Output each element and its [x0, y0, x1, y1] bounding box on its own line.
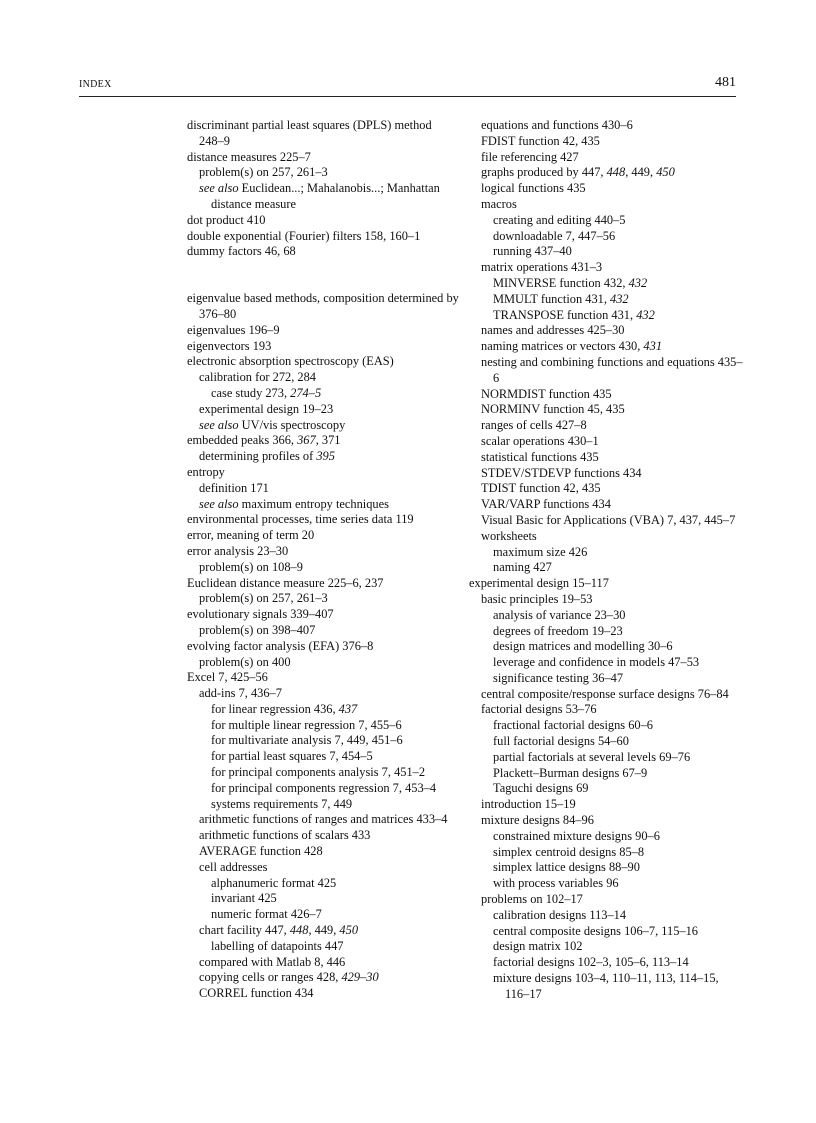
index-entry	[469, 513, 744, 529]
index-entry-text: calibration for 272, 284	[199, 370, 316, 385]
index-entry-text: invariant 425	[211, 891, 277, 906]
index-entry	[469, 118, 744, 134]
index-entry-text: problem(s) on 257, 261–3	[199, 165, 328, 180]
index-entry-text: experimental design 15–117	[469, 576, 609, 591]
index-entry	[469, 323, 744, 339]
index-entry	[187, 560, 459, 576]
index-entry-text: mixture designs 84–96	[481, 813, 594, 828]
index-column-right	[469, 118, 744, 1003]
index-entry	[187, 702, 459, 718]
index-entry-text: MINVERSE function 432,	[493, 275, 629, 290]
index-entry	[469, 481, 744, 497]
index-entry	[187, 465, 459, 481]
index-entry	[187, 718, 459, 734]
index-entry-text: introduction 15–19	[481, 797, 576, 812]
index-entry	[469, 876, 744, 892]
header-rule	[79, 96, 736, 97]
index-entry-text: eigenvectors 193	[187, 338, 272, 353]
index-entry	[187, 670, 459, 686]
index-entry-text: problem(s) on 108–9	[199, 559, 303, 574]
index-entry	[469, 608, 744, 624]
index-entry	[469, 671, 744, 687]
index-entry	[187, 591, 459, 607]
index-entry-text: degrees of freedom 19–23	[493, 623, 623, 638]
index-entry-text: Plackett–Burman designs 67–9	[493, 765, 648, 780]
index-entry	[469, 529, 744, 545]
index-entry-italic-text: 448	[289, 923, 309, 938]
index-entry-italic-text: 431	[643, 339, 663, 354]
index-entry	[187, 860, 459, 876]
index-entry-text: alphanumeric format 425	[211, 875, 337, 890]
index-entry	[469, 229, 744, 245]
index-entry-text: basic principles 19–53	[481, 591, 593, 606]
index-entry	[469, 702, 744, 718]
index-entry	[187, 418, 459, 434]
index-entry-italic-text: 448	[606, 165, 626, 180]
index-entry-text: cell addresses	[199, 859, 268, 874]
index-entry	[187, 449, 459, 465]
index-entry	[187, 623, 459, 639]
index-entry-text: fractional factorial designs 60–6	[493, 718, 653, 733]
index-entry	[187, 370, 459, 386]
index-entry-text: problem(s) on 400	[199, 654, 291, 669]
index-entry	[469, 592, 744, 608]
page-number: 481	[715, 75, 736, 90]
index-entry	[469, 734, 744, 750]
index-entry-text: for multivariate analysis 7, 449, 451–6	[211, 733, 403, 748]
index-entry-text: Taguchi designs 69	[493, 781, 589, 796]
index-entry-text: NORMINV function 45, 435	[481, 402, 625, 417]
index-entry	[469, 955, 744, 971]
index-entry-italic-text: 395	[316, 449, 335, 464]
index-entry	[187, 402, 459, 418]
index-entry	[187, 812, 459, 828]
index-entry	[469, 750, 744, 766]
index-entry-text: labelling of datapoints 447	[211, 938, 344, 953]
index-entry-italic-text: 437	[338, 701, 358, 716]
index-entry-text: AVERAGE function 428	[199, 844, 323, 859]
index-entry-text: determining profiles of	[199, 449, 317, 464]
index-entry-text: Euclidean distance measure 225–6, 237	[187, 575, 384, 590]
index-entry	[187, 481, 459, 497]
index-entry-italic-text: 450	[339, 923, 359, 938]
index-entry	[187, 576, 459, 592]
index-entry-text: naming matrices or vectors 430,	[481, 339, 644, 354]
index-entry-text: naming 427	[493, 560, 552, 575]
index-entry-text: factorial designs 102–3, 105–6, 113–14	[493, 955, 689, 970]
index-entry	[187, 386, 459, 402]
section-gap	[187, 260, 459, 291]
index-entry	[469, 355, 744, 387]
index-entry-italic-text: 367	[297, 433, 316, 448]
index-entry	[187, 876, 459, 892]
index-entry-text: systems requirements 7, 449	[211, 796, 353, 811]
index-entry-text: equations and functions 430–6	[481, 118, 633, 132]
index-entry	[187, 497, 459, 513]
index-entry-text: Visual Basic for Applications (VBA) 7, 437, 445–7	[481, 512, 736, 527]
index-entry-text: dummy factors 46, 68	[187, 244, 296, 259]
index-entry	[187, 544, 459, 560]
index-entry-text: for principal components regression 7, 453–4	[211, 780, 437, 795]
index-entry-text: significance testing 36–47	[493, 670, 624, 685]
index-entry-text: arithmetic functions of scalars 433	[199, 828, 371, 843]
index-entry	[187, 955, 459, 971]
index-entry-text: Excel 7, 425–56	[187, 670, 268, 685]
index-entry-text: , 449,	[308, 923, 340, 938]
index-entry-text: , 371	[315, 433, 341, 448]
index-entry	[187, 844, 459, 860]
index-entry	[187, 118, 459, 150]
index-entry-text: for principal components analysis 7, 451–2	[211, 765, 426, 780]
index-entry-text: FDIST function 42, 435	[481, 133, 600, 148]
index-entry-text: ranges of cells 427–8	[481, 418, 587, 433]
index-entry	[469, 908, 744, 924]
index-entry-text: TDIST function 42, 435	[481, 481, 601, 496]
index-entry-text: embedded peaks 366,	[187, 433, 298, 448]
index-entry	[187, 528, 459, 544]
index-entry-text: entropy	[187, 464, 225, 479]
index-entry-text: MMULT function 431,	[493, 291, 611, 306]
index-entry-italic-text: 429–30	[341, 970, 379, 985]
index-entry-text: with process variables 96	[493, 876, 619, 891]
index-entry	[469, 260, 744, 276]
index-entry-text: problem(s) on 257, 261–3	[199, 591, 328, 606]
index-entry-text: evolutionary signals 339–407	[187, 607, 334, 622]
running-head: INDEX	[79, 79, 112, 90]
index-entry	[187, 939, 459, 955]
index-entry-text: creating and editing 440–5	[493, 212, 626, 227]
index-entry-italic-text: see also	[199, 181, 239, 196]
index-entry-text: names and addresses 425–30	[481, 323, 625, 338]
index-entry	[469, 576, 744, 592]
index-entry	[187, 970, 459, 986]
index-entry	[469, 165, 744, 181]
index-entry-text: mixture designs 103–4, 110–11, 113, 114–15, 116–17	[493, 971, 719, 1001]
index-entry-text: central composite/response surface designs 76–84	[481, 686, 729, 701]
index-entry-text: file referencing 427	[481, 149, 579, 164]
index-entry-text: chart facility 447,	[199, 923, 290, 938]
index-entry	[469, 276, 744, 292]
index-entry	[187, 986, 459, 1002]
index-entry	[187, 433, 459, 449]
index-entry	[187, 733, 459, 749]
index-entry	[469, 924, 744, 940]
index-entry-text: central composite designs 106–7, 115–16	[493, 923, 698, 938]
index-entry	[469, 971, 744, 1003]
index-entry-text: case study 273,	[211, 385, 291, 400]
index-entry-text: analysis of variance 23–30	[493, 607, 626, 622]
index-entry	[469, 213, 744, 229]
index-entry	[469, 134, 744, 150]
index-entry-text: UV/vis spectroscopy	[238, 417, 346, 432]
index-entry	[469, 781, 744, 797]
index-entry-text: electronic absorption spectroscopy (EAS)	[187, 354, 394, 369]
index-entry	[469, 797, 744, 813]
index-entry-text: downloadable 7, 447–56	[493, 228, 616, 243]
index-entry	[469, 939, 744, 955]
index-entry	[187, 229, 459, 245]
index-entry	[187, 354, 459, 370]
index-entry	[469, 718, 744, 734]
index-entry	[187, 765, 459, 781]
index-entry	[469, 387, 744, 403]
index-entry	[469, 244, 744, 260]
index-entry-text: matrix operations 431–3	[481, 260, 603, 275]
index-entry-text: simplex centroid designs 85–8	[493, 844, 645, 859]
index-entry-text: Euclidean...; Mahalanobis...; Manhattan distance measure	[211, 181, 440, 211]
index-entry	[469, 434, 744, 450]
index-column-left	[187, 118, 459, 1002]
index-entry-text: dot product 410	[187, 212, 266, 227]
index-entry	[469, 418, 744, 434]
index-entry-text: experimental design 19–23	[199, 401, 334, 416]
index-entry-text: design matrix 102	[493, 939, 583, 954]
index-entry-text: nesting and combining functions and equations 435–6	[481, 354, 743, 385]
index-entry	[469, 560, 744, 576]
index-entry-italic-text: 450	[656, 165, 675, 180]
index-entry	[187, 244, 459, 260]
index-entry-text: running 437–40	[493, 244, 572, 259]
index-entry	[469, 813, 744, 829]
index-entry	[187, 150, 459, 166]
index-entry-text: NORMDIST function 435	[481, 386, 612, 401]
index-entry	[187, 686, 459, 702]
index-entry	[469, 545, 744, 561]
index-entry	[469, 450, 744, 466]
index-entry-text: statistical functions 435	[481, 449, 599, 464]
index-entry	[187, 165, 459, 181]
index-entry-text: discriminant partial least squares (DPLS) method 248–9	[187, 118, 432, 148]
index-entry-text: scalar operations 430–1	[481, 433, 599, 448]
index-entry-text: problem(s) on 398–407	[199, 622, 316, 637]
index-entry-text: problems on 102–17	[481, 892, 583, 907]
index-entry-text: eigenvalue based methods, composition determined by 376–80	[187, 291, 459, 321]
index-entry-italic-text: 274–5	[290, 385, 322, 400]
index-entry-text: compared with Matlab 8, 446	[199, 954, 346, 969]
index-entry	[469, 655, 744, 671]
index-entry	[187, 339, 459, 355]
index-entry	[187, 607, 459, 623]
index-entry-text: worksheets	[481, 528, 537, 543]
index-entry-text: macros	[481, 196, 517, 211]
index-entry-text: for multiple linear regression 7, 455–6	[211, 717, 402, 732]
index-entry-text: logical functions 435	[481, 181, 586, 196]
index-entry	[187, 891, 459, 907]
index-entry	[187, 323, 459, 339]
index-entry	[469, 308, 744, 324]
index-entry-text: , 449,	[625, 165, 657, 180]
index-entry-text: factorial designs 53–76	[481, 702, 597, 717]
index-entry	[469, 402, 744, 418]
index-entry	[187, 828, 459, 844]
index-entry	[469, 292, 744, 308]
index-entry-text: maximum size 426	[493, 544, 588, 559]
index-entry	[187, 655, 459, 671]
index-entry-text: for linear regression 436,	[211, 701, 339, 716]
index-entry	[187, 512, 459, 528]
index-entry	[469, 339, 744, 355]
index-entry-text: numeric format 426–7	[211, 907, 322, 922]
index-entry-text: CORREL function 434	[199, 986, 314, 1001]
index-entry	[469, 150, 744, 166]
index-entry-italic-text: see also	[199, 417, 239, 432]
index-entry-text: environmental processes, time series data 119	[187, 512, 414, 527]
index-entry-text: graphs produced by 447,	[481, 165, 607, 180]
index-entry	[469, 181, 744, 197]
index-entry-text: error, meaning of term 20	[187, 528, 315, 543]
index-entry	[469, 829, 744, 845]
index-entry-text: design matrices and modelling 30–6	[493, 639, 673, 654]
index-entry	[469, 197, 744, 213]
index-entry	[469, 466, 744, 482]
index-entry	[469, 860, 744, 876]
index-entry-text: STDEV/STDEVP functions 434	[481, 465, 642, 480]
index-entry-text: leverage and confidence in models 47–53	[493, 655, 700, 670]
index-entry-text: calibration designs 113–14	[493, 907, 627, 922]
index-entry-text: add-ins 7, 436–7	[199, 686, 282, 701]
index-entry	[469, 687, 744, 703]
index-entry-text: evolving factor analysis (EFA) 376–8	[187, 638, 374, 653]
index-entry-text: distance measures 225–7	[187, 149, 311, 164]
index-entry-italic-text: 432	[636, 307, 655, 322]
index-entry-text: definition 171	[199, 480, 269, 495]
index-entry	[187, 639, 459, 655]
index-entry-text: arithmetic functions of ranges and matrices 433–4	[199, 812, 448, 827]
index-entry-text: TRANSPOSE function 431,	[493, 307, 637, 322]
index-entry-italic-text: 432	[610, 291, 629, 306]
index-entry-italic-text: 432	[628, 275, 648, 290]
index-entry-text: double exponential (Fourier) filters 158, 160–1	[187, 228, 421, 243]
index-entry	[469, 624, 744, 640]
index-entry	[187, 781, 459, 797]
index-entry	[187, 749, 459, 765]
index-entry	[187, 181, 459, 213]
index-entry-text: maximum entropy techniques	[238, 496, 389, 511]
index-entry-italic-text: see also	[199, 496, 239, 511]
index-entry	[469, 845, 744, 861]
page-header	[79, 75, 736, 95]
index-entry-text: partial factorials at several levels 69–76	[493, 749, 691, 764]
index-entry	[469, 892, 744, 908]
index-entry-text: for partial least squares 7, 454–5	[211, 749, 373, 764]
index-entry	[187, 923, 459, 939]
index-entry-text: constrained mixture designs 90–6	[493, 828, 660, 843]
index-entry-text: full factorial designs 54–60	[493, 734, 629, 749]
index-entry-text: simplex lattice designs 88–90	[493, 860, 640, 875]
index-entry-text: copying cells or ranges 428,	[199, 970, 342, 985]
index-entry-text: VAR/VARP functions 434	[481, 497, 611, 512]
index-entry	[469, 639, 744, 655]
index-entry	[469, 766, 744, 782]
index-entry	[187, 213, 459, 229]
index-entry	[187, 797, 459, 813]
index-entry	[469, 497, 744, 513]
index-entry	[187, 907, 459, 923]
index-entry	[187, 291, 459, 323]
index-entry-text: eigenvalues 196–9	[187, 322, 280, 337]
index-entry-text: error analysis 23–30	[187, 543, 289, 558]
